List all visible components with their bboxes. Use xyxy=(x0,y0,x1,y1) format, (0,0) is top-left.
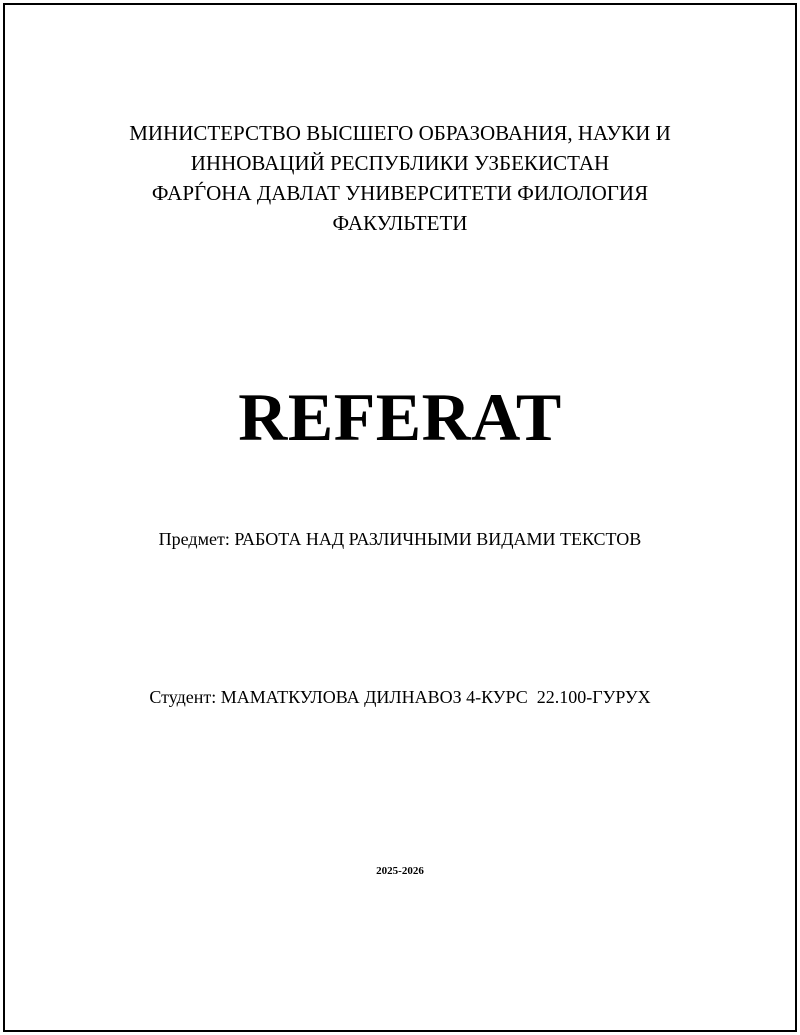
header-line-3: ФАРЃОНА ДАВЛАТ УНИВЕРСИТЕТИ ФИЛОЛОГИЯ xyxy=(151,181,649,205)
header-line-1: МИНИСТЕРСТВО ВЫСШЕГО ОБРАЗОВАНИЯ, НАУКИ И xyxy=(129,121,671,145)
student-label: Студент: xyxy=(149,687,217,707)
subject-line xyxy=(0,527,800,551)
header-line-2: ИННОВАЦИЙ РЕСПУБЛИКИ УЗБЕКИСТАН xyxy=(190,151,610,175)
student-value: МАМАТКУЛОВА ДИЛНАВОЗ 4-КУРС 22.100-ГУРУХ xyxy=(220,687,651,707)
student-line xyxy=(0,685,800,709)
academic-year: 2025-2026 xyxy=(376,865,424,877)
header-line-4: ФАКУЛЬТЕТИ xyxy=(332,211,468,235)
institution-header xyxy=(0,118,800,238)
document-title: REFERAT xyxy=(238,379,562,455)
subject-label: Предмет: xyxy=(158,529,230,549)
subject-value: РАБОТА НАД РАЗЛИЧНЫМИ ВИДАМИ ТЕКСТОВ xyxy=(234,529,642,549)
